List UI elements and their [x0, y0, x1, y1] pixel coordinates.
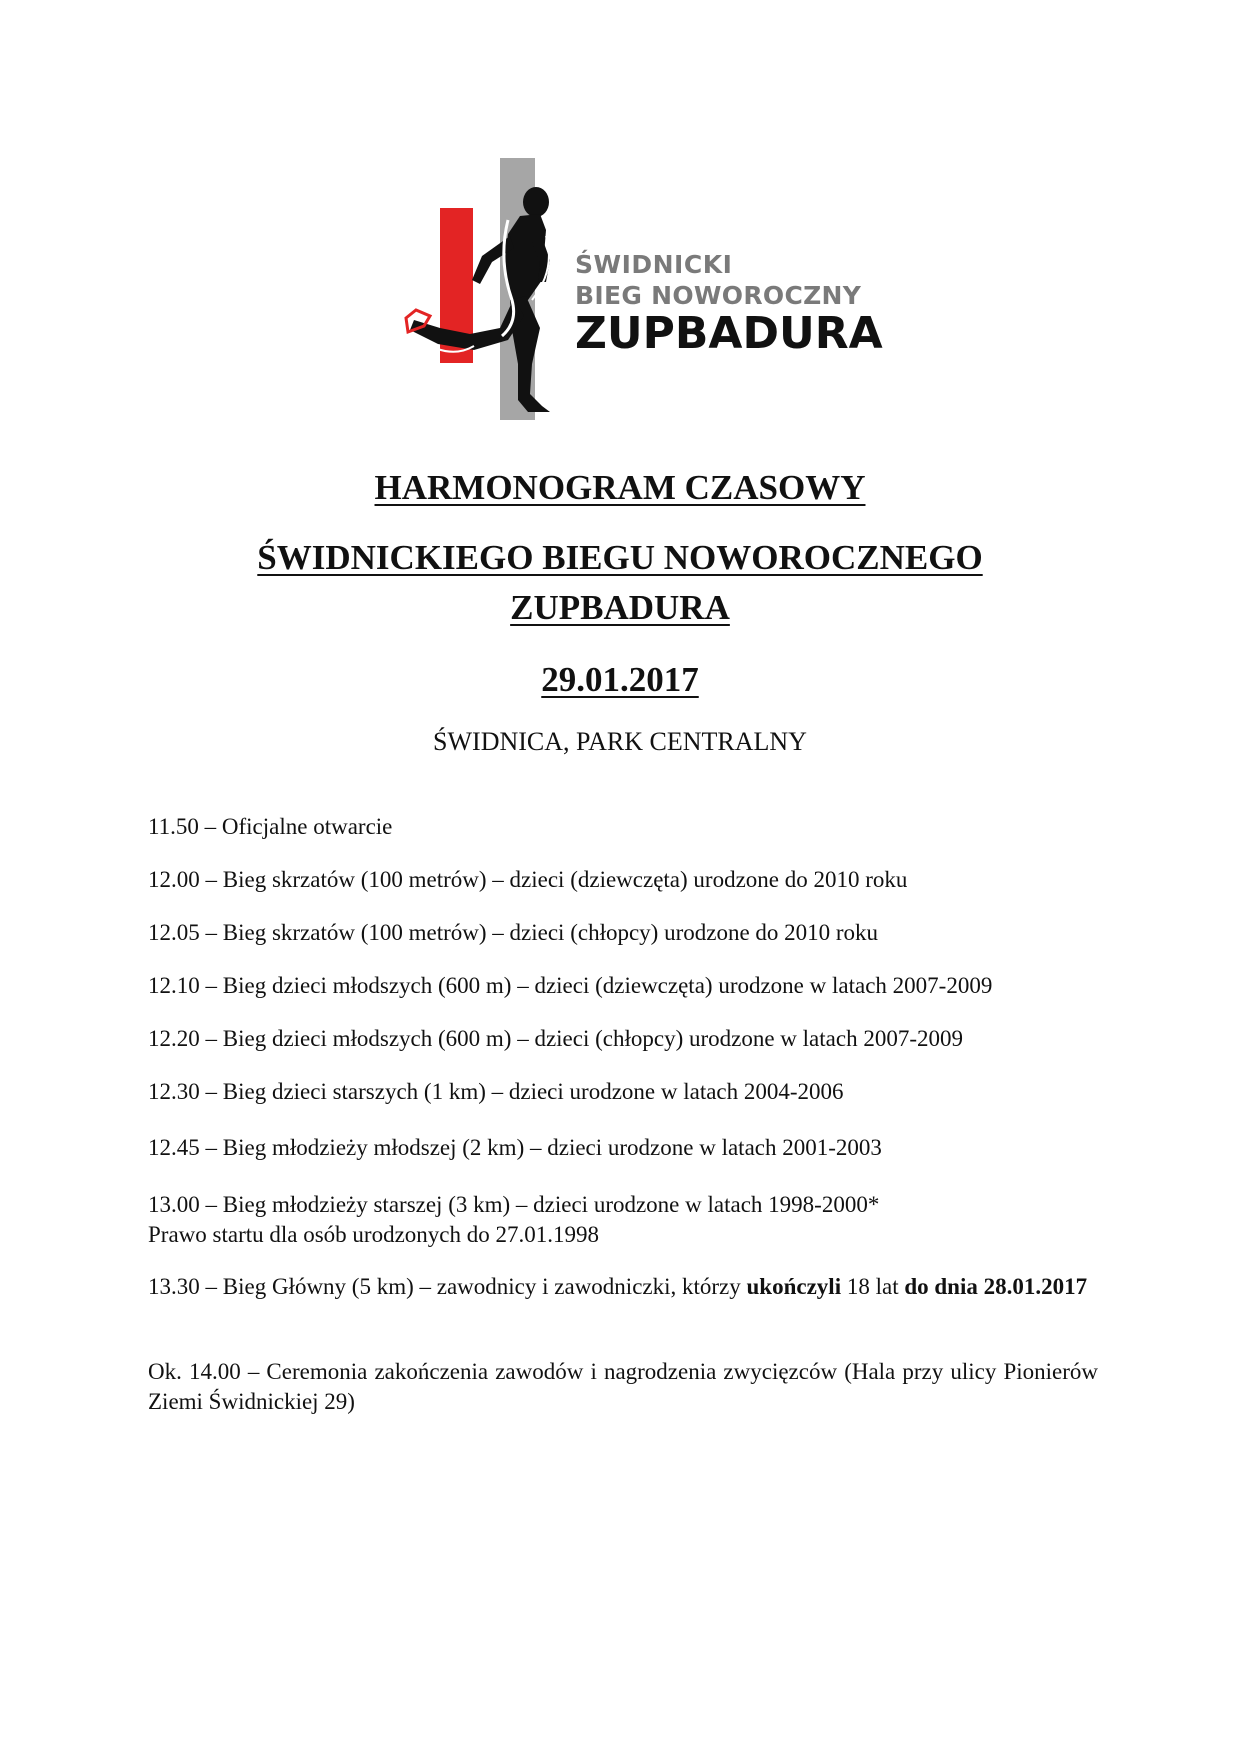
- event-name-line2: ZUPBADURA: [510, 588, 730, 627]
- schedule-item-1330-bold1: ukończyli: [746, 1274, 842, 1299]
- schedule-item: 12.10 – Bieg dzieci młodszych (600 m) – dzieci (dziewczęta) urodzone w latach 2007-2009: [148, 973, 993, 998]
- schedule-item-1400: Ok. 14.00 – Ceremonia zakończenia zawodów i nagrodzenia zwycięzców (Hala przy ulicy Pionierów Ziemi Świdnickiej 29): [148, 1359, 1098, 1414]
- event-name-line1: ŚWIDNICKIEGO BIEGU NOWOROCZNEGO: [257, 538, 983, 577]
- logo-text-zupbadura: ZUPBADURA: [575, 308, 883, 359]
- document-title: HARMONOGRAM CZASOWY: [374, 468, 866, 507]
- schedule-item: 11.50 – Oficjalne otwarcie: [148, 814, 393, 839]
- logo-text-swidnicki: ŚWIDNICKI: [575, 250, 733, 279]
- schedule-item: 12.20 – Bieg dzieci młodszych (600 m) – dzieci (chłopcy) urodzone w latach 2007-2009: [148, 1026, 963, 1051]
- schedule-item-1330-bold2: do dnia 28.01.2017: [904, 1274, 1088, 1299]
- logo-text-bieg-noworoczny: BIEG NOWOROCZNY: [575, 281, 862, 310]
- runner-logo-graphic: [400, 150, 600, 430]
- schedule-item: 12.00 – Bieg skrzatów (100 metrów) – dzieci (dziewczęta) urodzone do 2010 roku: [148, 867, 908, 892]
- schedule-item-1300-line1: 13.00 – Bieg młodzieży starszej (3 km) – dzieci urodzone w latach 1998-2000*: [148, 1192, 880, 1217]
- schedule-item: 12.45 – Bieg młodzieży młodszej (2 km) – dzieci urodzone w latach 2001-2003: [148, 1135, 882, 1160]
- schedule-item-1300-note: Prawo startu dla osób urodzonych do 27.01.1998: [148, 1222, 599, 1247]
- schedule-item-1330-text2: 18 lat: [841, 1274, 905, 1299]
- event-date: 29.01.2017: [541, 660, 699, 699]
- event-location: ŚWIDNICA, PARK CENTRALNY: [433, 727, 807, 756]
- event-logo: [400, 150, 883, 430]
- schedule-item-1330: [148, 1272, 1098, 1302]
- schedule-item: 12.05 – Bieg skrzatów (100 metrów) – dzieci (chłopcy) urodzone do 2010 roku: [148, 920, 879, 945]
- schedule-item-1300: [148, 1190, 1098, 1250]
- schedule-item: 12.30 – Bieg dzieci starszych (1 km) – dzieci urodzone w latach 2004-2006: [148, 1079, 844, 1104]
- schedule-item-1330-text1: 13.30 – Bieg Główny (5 km) – zawodnicy i zawodniczki, którzy: [148, 1274, 747, 1299]
